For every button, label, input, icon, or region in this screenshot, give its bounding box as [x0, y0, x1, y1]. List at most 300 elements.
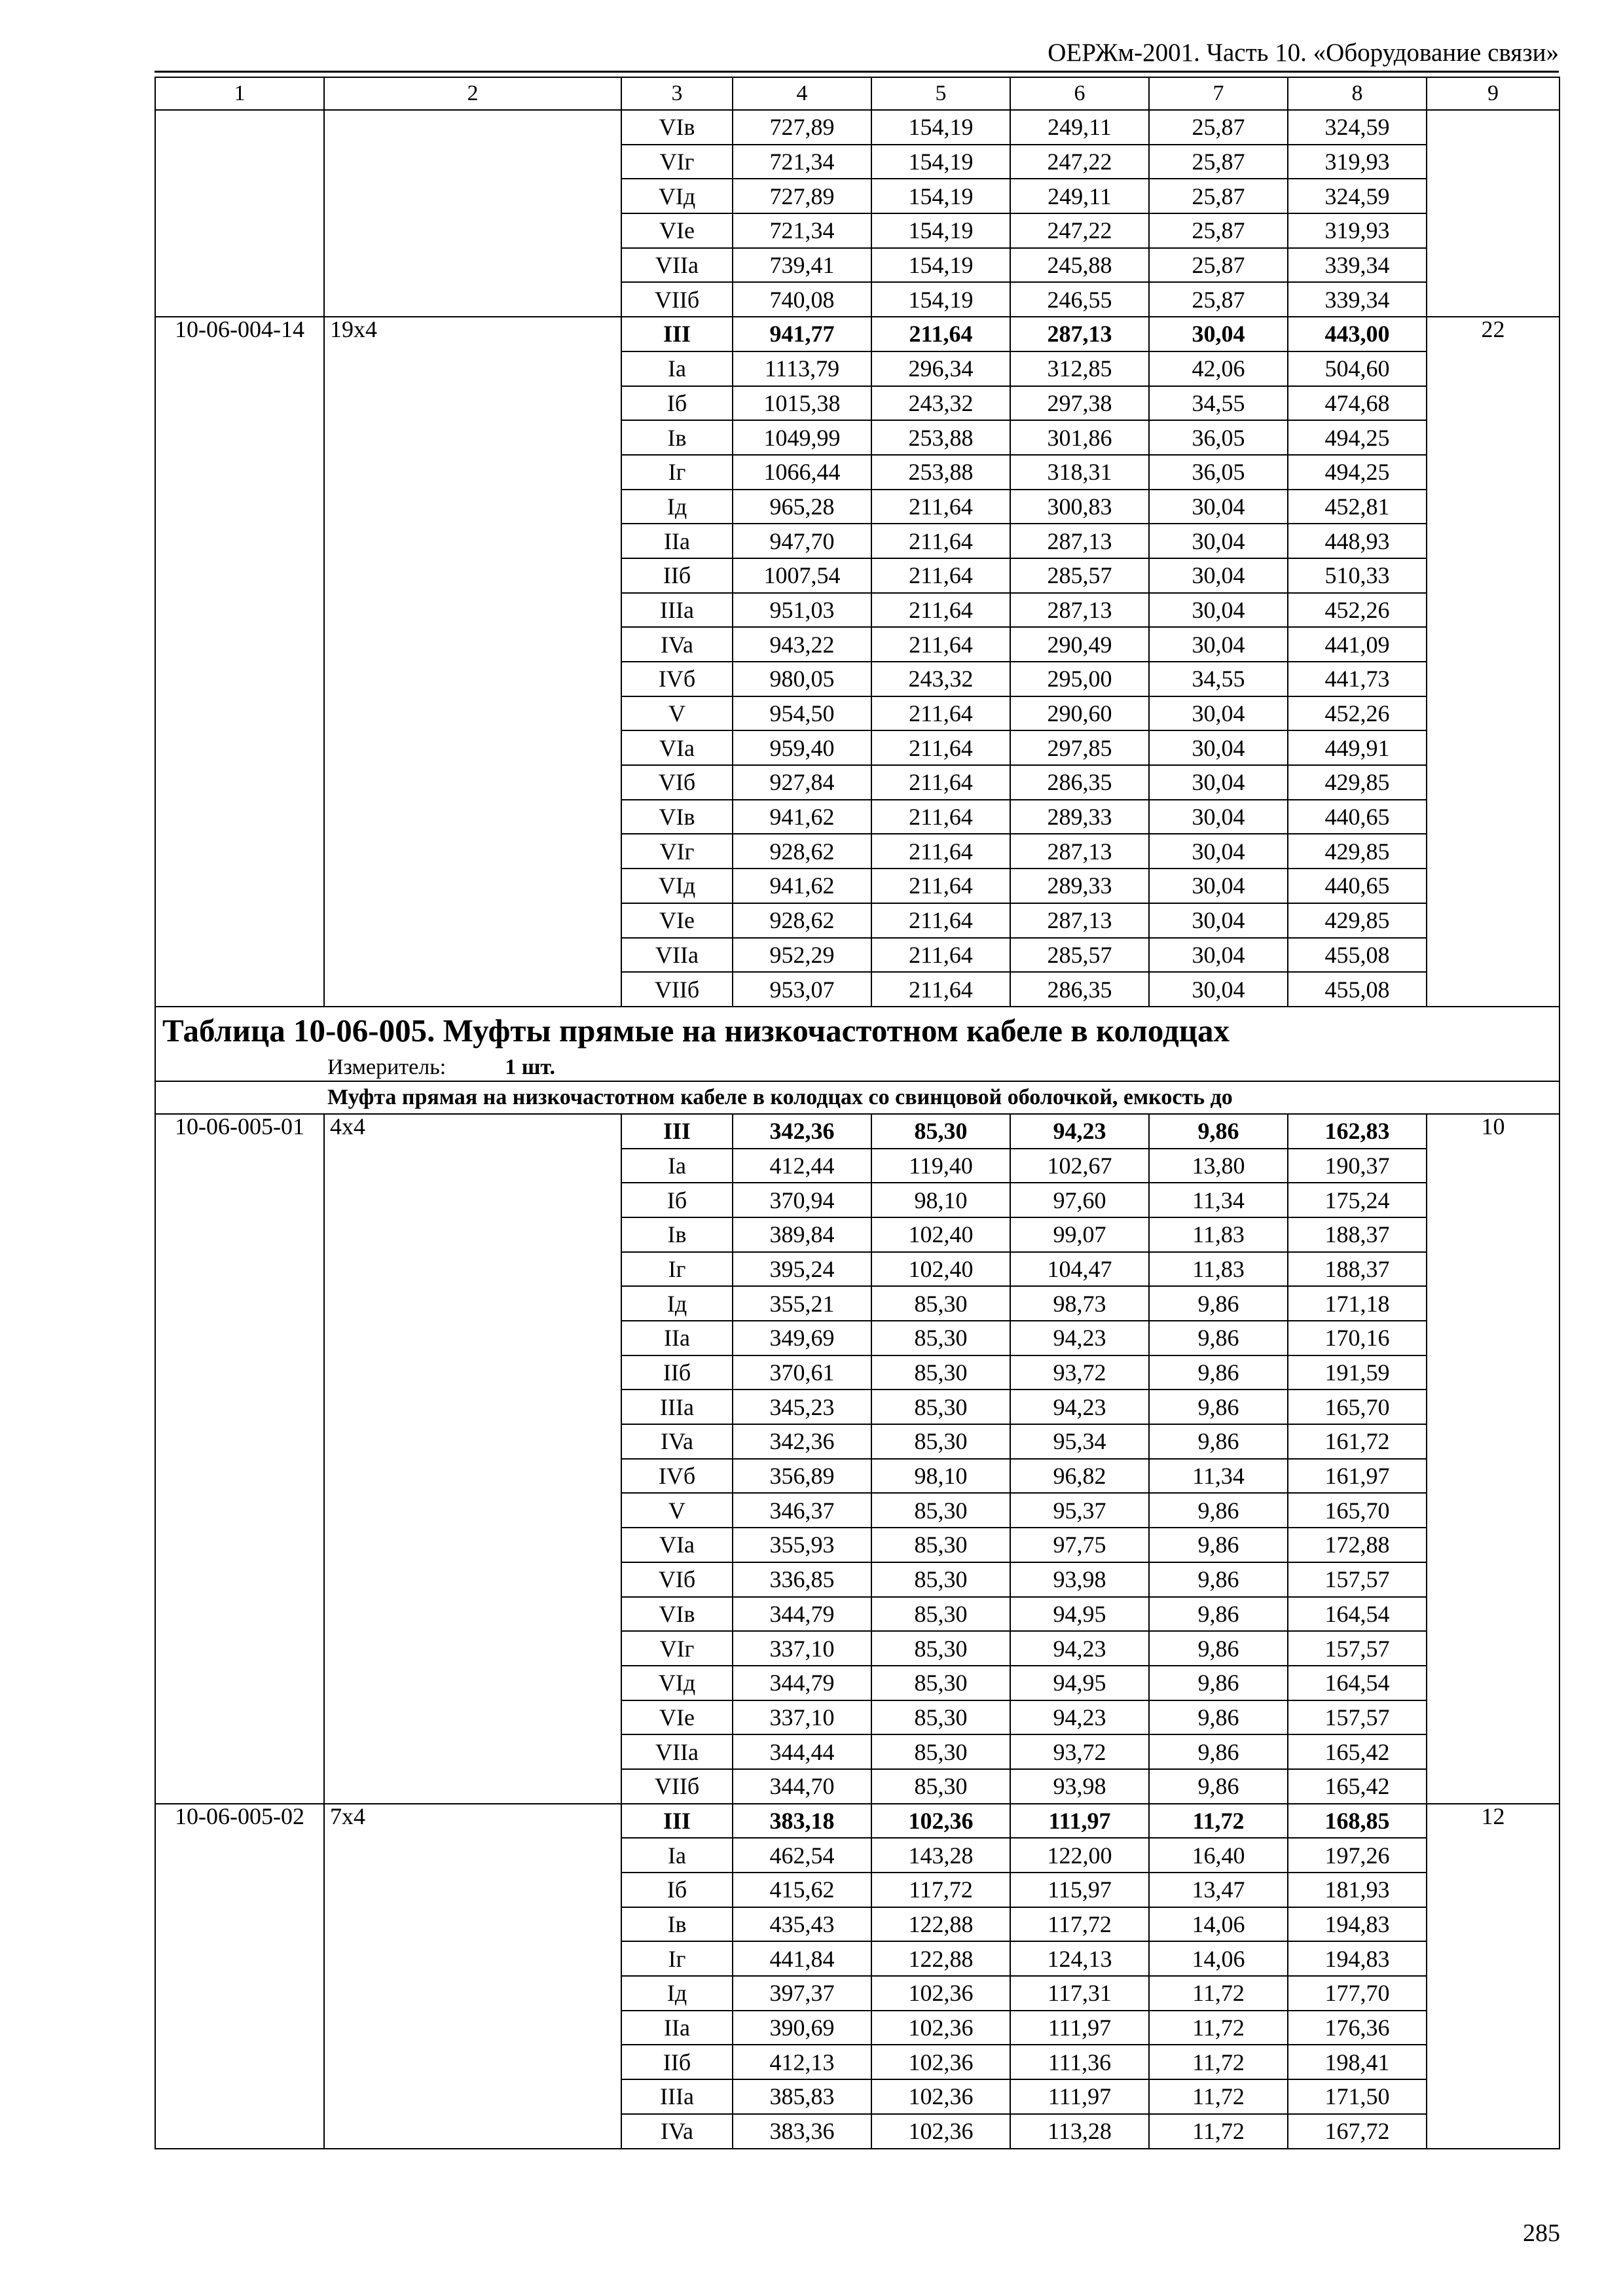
value-cell: 9,86 [1149, 1114, 1288, 1149]
value-cell: 115,97 [1010, 1873, 1149, 1907]
zone-cell: III [621, 1804, 733, 1839]
value-cell: 94,23 [1010, 1700, 1149, 1735]
value-cell: 211,64 [871, 938, 1010, 973]
value-cell: 113,28 [1010, 2114, 1149, 2149]
value-cell: 429,85 [1288, 903, 1427, 938]
value-cell: 25,87 [1149, 213, 1288, 248]
value-cell: 337,10 [733, 1631, 871, 1666]
value-cell: 171,18 [1288, 1286, 1427, 1321]
zone-cell: Iд [621, 490, 733, 524]
value-cell: 1113,79 [733, 351, 871, 386]
value-cell: 211,64 [871, 593, 1010, 628]
value-cell: 287,13 [1010, 317, 1149, 351]
value-cell: 111,36 [1010, 2045, 1149, 2079]
value-cell: 98,73 [1010, 1286, 1149, 1321]
value-cell: 289,33 [1010, 869, 1149, 903]
value-cell: 36,05 [1149, 455, 1288, 490]
value-cell: 11,72 [1149, 2114, 1288, 2149]
value-cell: 941,77 [733, 317, 871, 351]
value-cell: 170,16 [1288, 1321, 1427, 1355]
value-cell: 85,30 [871, 1424, 1010, 1459]
value-cell: 98,10 [871, 1459, 1010, 1494]
zone-cell: III [621, 317, 733, 351]
value-cell: 11,72 [1149, 1976, 1288, 2011]
zone-cell: IVб [621, 662, 733, 696]
value-cell: 959,40 [733, 730, 871, 765]
zone-cell: VIд [621, 869, 733, 903]
value-cell: 337,10 [733, 1700, 871, 1735]
workers-cell: 10 [1427, 1114, 1559, 1804]
value-cell: 9,86 [1149, 1424, 1288, 1459]
value-cell: 85,30 [871, 1493, 1010, 1528]
value-cell: 188,37 [1288, 1217, 1427, 1252]
value-cell: 30,04 [1149, 696, 1288, 731]
value-cell: 124,13 [1010, 1941, 1149, 1976]
value-cell: 30,04 [1149, 800, 1288, 834]
value-cell: 287,13 [1010, 834, 1149, 869]
zone-cell: Iв [621, 420, 733, 455]
value-cell: 287,13 [1010, 524, 1149, 558]
value-cell: 412,13 [733, 2045, 871, 2079]
value-cell: 85,30 [871, 1597, 1010, 1632]
value-cell: 290,60 [1010, 696, 1149, 731]
zone-cell: Ia [621, 351, 733, 386]
zone-cell: VIIa [621, 938, 733, 973]
value-cell: 11,72 [1149, 2045, 1288, 2079]
zone-cell: VIIб [621, 1769, 733, 1804]
value-cell: 168,85 [1288, 1804, 1427, 1839]
value-cell: 16,40 [1149, 1838, 1288, 1873]
value-cell: 249,11 [1010, 179, 1149, 213]
value-cell: 344,70 [733, 1769, 871, 1804]
value-cell: 97,60 [1010, 1183, 1149, 1217]
zone-cell: VIe [621, 903, 733, 938]
unit-row [155, 1054, 1559, 1081]
unit-cell [155, 1054, 1559, 1081]
column-number: 8 [1288, 77, 1427, 110]
value-cell: 11,72 [1149, 2011, 1288, 2045]
value-cell: 455,08 [1288, 972, 1427, 1007]
zone-cell: VIв [621, 1597, 733, 1632]
subtitle-row [155, 1081, 1559, 1114]
value-cell: 13,47 [1149, 1873, 1288, 1907]
value-cell: 111,97 [1010, 2011, 1149, 2045]
value-cell: 504,60 [1288, 351, 1427, 386]
value-cell: 9,86 [1149, 1562, 1288, 1597]
value-cell: 286,35 [1010, 765, 1149, 800]
value-cell: 98,10 [871, 1183, 1010, 1217]
value-cell: 287,13 [1010, 593, 1149, 628]
value-cell: 25,87 [1149, 110, 1288, 145]
value-cell: 161,72 [1288, 1424, 1427, 1459]
table-row [155, 1114, 1559, 1149]
value-cell: 344,79 [733, 1666, 871, 1700]
zone-cell: V [621, 1493, 733, 1528]
value-cell: 1007,54 [733, 558, 871, 593]
value-cell: 211,64 [871, 834, 1010, 869]
value-cell: 943,22 [733, 627, 871, 662]
zone-cell: VIIa [621, 248, 733, 283]
value-cell: 190,37 [1288, 1149, 1427, 1183]
value-cell: 301,86 [1010, 420, 1149, 455]
value-cell: 177,70 [1288, 1976, 1427, 2011]
value-cell: 211,64 [871, 765, 1010, 800]
capacity-cell: 7x4 [324, 1804, 621, 2149]
value-cell: 211,64 [871, 317, 1010, 351]
value-cell: 93,98 [1010, 1562, 1149, 1597]
value-cell: 9,86 [1149, 1286, 1288, 1321]
value-cell: 383,36 [733, 2114, 871, 2149]
value-cell: 157,57 [1288, 1562, 1427, 1597]
value-cell: 412,44 [733, 1149, 871, 1183]
column-number: 1 [155, 77, 324, 110]
value-cell: 721,34 [733, 213, 871, 248]
zone-cell: VIIa [621, 1734, 733, 1769]
value-cell: 30,04 [1149, 834, 1288, 869]
value-cell: 94,23 [1010, 1321, 1149, 1355]
value-cell: 249,11 [1010, 110, 1149, 145]
zone-cell: IIIa [621, 593, 733, 628]
value-cell: 154,19 [871, 179, 1010, 213]
unit-value: 1 шт. [505, 1054, 556, 1079]
value-cell: 441,73 [1288, 662, 1427, 696]
page-header-title: ОЕРЖм-2001. Часть 10. «Оборудование связи» [1048, 39, 1559, 67]
zone-cell: Iб [621, 1183, 733, 1217]
value-cell: 13,80 [1149, 1149, 1288, 1183]
value-cell: 30,04 [1149, 627, 1288, 662]
value-cell: 285,57 [1010, 938, 1149, 973]
value-cell: 34,55 [1149, 386, 1288, 421]
zone-cell: IIIa [621, 1390, 733, 1424]
value-cell: 385,83 [733, 2079, 871, 2114]
value-cell: 194,83 [1288, 1941, 1427, 1976]
value-cell: 176,36 [1288, 2011, 1427, 2045]
column-number: 5 [871, 77, 1010, 110]
zone-cell: IIa [621, 524, 733, 558]
value-cell: 740,08 [733, 282, 871, 317]
value-cell: 165,42 [1288, 1769, 1427, 1804]
value-cell: 287,13 [1010, 903, 1149, 938]
value-cell: 85,30 [871, 1631, 1010, 1666]
value-cell: 449,91 [1288, 730, 1427, 765]
zone-cell: IIб [621, 558, 733, 593]
value-cell: 9,86 [1149, 1666, 1288, 1700]
value-cell: 94,95 [1010, 1666, 1149, 1700]
value-cell: 30,04 [1149, 938, 1288, 973]
value-cell: 85,30 [871, 1769, 1010, 1804]
value-cell: 161,97 [1288, 1459, 1427, 1494]
value-cell: 30,04 [1149, 730, 1288, 765]
value-cell: 9,86 [1149, 1734, 1288, 1769]
zone-cell: VIд [621, 1666, 733, 1700]
value-cell: 441,09 [1288, 627, 1427, 662]
zone-cell: Iг [621, 1941, 733, 1976]
value-cell: 319,93 [1288, 145, 1427, 179]
value-cell: 9,86 [1149, 1597, 1288, 1632]
value-cell: 290,49 [1010, 627, 1149, 662]
value-cell: 154,19 [871, 145, 1010, 179]
value-cell: 171,50 [1288, 2079, 1427, 2114]
value-cell: 297,38 [1010, 386, 1149, 421]
value-cell: 339,34 [1288, 248, 1427, 283]
value-cell: 102,36 [871, 2114, 1010, 2149]
value-cell: 336,85 [733, 1562, 871, 1597]
zone-cell: VIб [621, 1562, 733, 1597]
value-cell: 370,61 [733, 1355, 871, 1390]
value-cell: 95,37 [1010, 1493, 1149, 1528]
value-cell: 11,83 [1149, 1252, 1288, 1287]
value-cell: 211,64 [871, 696, 1010, 731]
value-cell: 211,64 [871, 524, 1010, 558]
value-cell: 157,57 [1288, 1631, 1427, 1666]
value-cell: 42,06 [1149, 351, 1288, 386]
value-cell: 324,59 [1288, 179, 1427, 213]
value-cell: 94,23 [1010, 1114, 1149, 1149]
value-cell: 286,35 [1010, 972, 1149, 1007]
value-cell: 455,08 [1288, 938, 1427, 973]
value-cell: 25,87 [1149, 145, 1288, 179]
value-cell: 429,85 [1288, 834, 1427, 869]
value-cell: 211,64 [871, 730, 1010, 765]
value-cell: 30,04 [1149, 903, 1288, 938]
value-cell: 102,36 [871, 1804, 1010, 1839]
value-cell: 397,37 [733, 1976, 871, 2011]
value-cell: 318,31 [1010, 455, 1149, 490]
capacity-cell: 4x4 [324, 1114, 621, 1804]
column-number: 4 [733, 77, 871, 110]
value-cell: 494,25 [1288, 420, 1427, 455]
column-number: 7 [1149, 77, 1288, 110]
value-cell: 211,64 [871, 558, 1010, 593]
zone-cell: IVa [621, 627, 733, 662]
value-cell: 344,79 [733, 1597, 871, 1632]
value-cell: 93,72 [1010, 1355, 1149, 1390]
value-cell: 97,75 [1010, 1528, 1149, 1562]
value-cell: 510,33 [1288, 558, 1427, 593]
value-cell: 94,95 [1010, 1597, 1149, 1632]
zone-cell: Iб [621, 1873, 733, 1907]
value-cell: 247,22 [1010, 145, 1149, 179]
value-cell: 324,59 [1288, 110, 1427, 145]
column-number-row [155, 77, 1559, 110]
value-cell: 93,98 [1010, 1769, 1149, 1804]
zone-cell: VIв [621, 800, 733, 834]
value-cell: 167,72 [1288, 2114, 1427, 2149]
value-cell: 175,24 [1288, 1183, 1427, 1217]
zone-cell: Ia [621, 1149, 733, 1183]
value-cell: 102,40 [871, 1252, 1010, 1287]
value-cell: 117,31 [1010, 1976, 1149, 2011]
value-cell: 154,19 [871, 213, 1010, 248]
value-cell: 370,94 [733, 1183, 871, 1217]
value-cell: 9,86 [1149, 1390, 1288, 1424]
value-cell: 30,04 [1149, 869, 1288, 903]
value-cell: 9,86 [1149, 1528, 1288, 1562]
table-body [155, 77, 1559, 2149]
value-cell: 85,30 [871, 1321, 1010, 1355]
value-cell: 30,04 [1149, 490, 1288, 524]
value-cell: 462,54 [733, 1838, 871, 1873]
value-cell: 441,84 [733, 1941, 871, 1976]
value-cell: 452,26 [1288, 696, 1427, 731]
header-rule [155, 71, 1559, 73]
zone-cell: VIб [621, 765, 733, 800]
zone-cell: Iв [621, 1217, 733, 1252]
workers-cell: 22 [1427, 317, 1559, 1007]
zone-cell: VIe [621, 213, 733, 248]
value-cell: 474,68 [1288, 386, 1427, 421]
value-cell: 452,81 [1288, 490, 1427, 524]
zone-cell: Iд [621, 1976, 733, 2011]
zone-cell: IIa [621, 1321, 733, 1355]
value-cell: 344,44 [733, 1734, 871, 1769]
value-cell: 954,50 [733, 696, 871, 731]
value-cell: 11,34 [1149, 1183, 1288, 1217]
value-cell: 211,64 [871, 903, 1010, 938]
section-subtitle: Муфта прямая на низкочастотном кабеле в колодцах со свинцовой оболочкой, емкость до [327, 1085, 1233, 1109]
value-cell: 96,82 [1010, 1459, 1149, 1494]
value-cell: 297,85 [1010, 730, 1149, 765]
value-cell: 102,36 [871, 1976, 1010, 2011]
subtitle-cell [155, 1081, 1559, 1114]
zone-cell: VIIб [621, 282, 733, 317]
table-row [155, 110, 1559, 145]
value-cell: 11,34 [1149, 1459, 1288, 1494]
value-cell: 247,22 [1010, 213, 1149, 248]
zone-cell: III [621, 1114, 733, 1149]
value-cell: 102,40 [871, 1217, 1010, 1252]
value-cell: 154,19 [871, 282, 1010, 317]
value-cell: 980,05 [733, 662, 871, 696]
value-cell: 243,32 [871, 386, 1010, 421]
value-cell: 9,86 [1149, 1769, 1288, 1804]
zone-cell: Ia [621, 1838, 733, 1873]
value-cell: 211,64 [871, 800, 1010, 834]
value-cell: 154,19 [871, 248, 1010, 283]
value-cell: 349,69 [733, 1321, 871, 1355]
value-cell: 941,62 [733, 869, 871, 903]
value-cell: 36,05 [1149, 420, 1288, 455]
value-cell: 395,24 [733, 1252, 871, 1287]
value-cell: 346,37 [733, 1493, 871, 1528]
value-cell: 211,64 [871, 627, 1010, 662]
value-cell: 300,83 [1010, 490, 1149, 524]
value-cell: 164,54 [1288, 1666, 1427, 1700]
value-cell: 253,88 [871, 455, 1010, 490]
value-cell: 122,88 [871, 1941, 1010, 1976]
value-cell: 85,30 [871, 1666, 1010, 1700]
zone-cell: V [621, 696, 733, 731]
value-cell: 85,30 [871, 1286, 1010, 1321]
value-cell: 312,85 [1010, 351, 1149, 386]
value-cell: 197,26 [1288, 1838, 1427, 1873]
value-cell: 198,41 [1288, 2045, 1427, 2079]
value-cell: 295,00 [1010, 662, 1149, 696]
table-row [155, 1804, 1559, 1839]
value-cell: 435,43 [733, 1907, 871, 1942]
value-cell: 111,97 [1010, 1804, 1149, 1839]
value-cell: 85,30 [871, 1562, 1010, 1597]
zone-cell: VIa [621, 730, 733, 765]
value-cell: 102,36 [871, 2079, 1010, 2114]
value-cell: 721,34 [733, 145, 871, 179]
value-cell: 285,57 [1010, 558, 1149, 593]
value-cell: 9,86 [1149, 1700, 1288, 1735]
zone-cell: Iг [621, 455, 733, 490]
value-cell: 143,28 [871, 1838, 1010, 1873]
value-cell: 951,03 [733, 593, 871, 628]
value-cell: 243,32 [871, 662, 1010, 696]
zone-cell: Iв [621, 1907, 733, 1942]
value-cell: 342,36 [733, 1424, 871, 1459]
value-cell: 111,97 [1010, 2079, 1149, 2114]
value-cell: 211,64 [871, 972, 1010, 1007]
value-cell: 85,30 [871, 1390, 1010, 1424]
value-cell: 927,84 [733, 765, 871, 800]
value-cell: 85,30 [871, 1355, 1010, 1390]
workers-cell [1427, 110, 1559, 317]
value-cell: 440,65 [1288, 800, 1427, 834]
value-cell: 157,57 [1288, 1700, 1427, 1735]
column-number: 2 [324, 77, 621, 110]
value-cell: 245,88 [1010, 248, 1149, 283]
value-cell: 181,93 [1288, 1873, 1427, 1907]
price-table [155, 77, 1560, 2149]
value-cell: 14,06 [1149, 1907, 1288, 1942]
section-title-row [155, 1007, 1559, 1054]
value-cell: 117,72 [1010, 1907, 1149, 1942]
value-cell: 25,87 [1149, 179, 1288, 213]
value-cell: 452,26 [1288, 593, 1427, 628]
zone-cell: IVa [621, 2114, 733, 2149]
value-cell: 389,84 [733, 1217, 871, 1252]
zone-cell: VIг [621, 834, 733, 869]
value-cell: 965,28 [733, 490, 871, 524]
value-cell: 947,70 [733, 524, 871, 558]
value-cell: 117,72 [871, 1873, 1010, 1907]
zone-cell: IIб [621, 1355, 733, 1390]
zone-cell: VIe [621, 1700, 733, 1735]
value-cell: 122,00 [1010, 1838, 1149, 1873]
value-cell: 188,37 [1288, 1252, 1427, 1287]
zone-cell: IVб [621, 1459, 733, 1494]
value-cell: 165,70 [1288, 1493, 1427, 1528]
value-cell: 727,89 [733, 110, 871, 145]
value-cell: 296,34 [871, 351, 1010, 386]
value-cell: 30,04 [1149, 593, 1288, 628]
value-cell: 34,55 [1149, 662, 1288, 696]
value-cell: 415,62 [733, 1873, 871, 1907]
workers-cell: 12 [1427, 1804, 1559, 2149]
value-cell: 85,30 [871, 1114, 1010, 1149]
zone-cell: IIб [621, 2045, 733, 2079]
zone-cell: IIa [621, 2011, 733, 2045]
rate-code-cell: 10-06-005-02 [155, 1804, 324, 2149]
value-cell: 494,25 [1288, 455, 1427, 490]
value-cell: 440,65 [1288, 869, 1427, 903]
value-cell: 165,70 [1288, 1390, 1427, 1424]
column-number: 9 [1427, 77, 1559, 110]
value-cell: 952,29 [733, 938, 871, 973]
value-cell: 11,72 [1149, 2079, 1288, 2114]
value-cell: 941,62 [733, 800, 871, 834]
value-cell: 289,33 [1010, 800, 1149, 834]
value-cell: 11,83 [1149, 1217, 1288, 1252]
value-cell: 14,06 [1149, 1941, 1288, 1976]
value-cell: 443,00 [1288, 317, 1427, 351]
value-cell: 102,36 [871, 2045, 1010, 2079]
zone-cell: IVa [621, 1424, 733, 1459]
